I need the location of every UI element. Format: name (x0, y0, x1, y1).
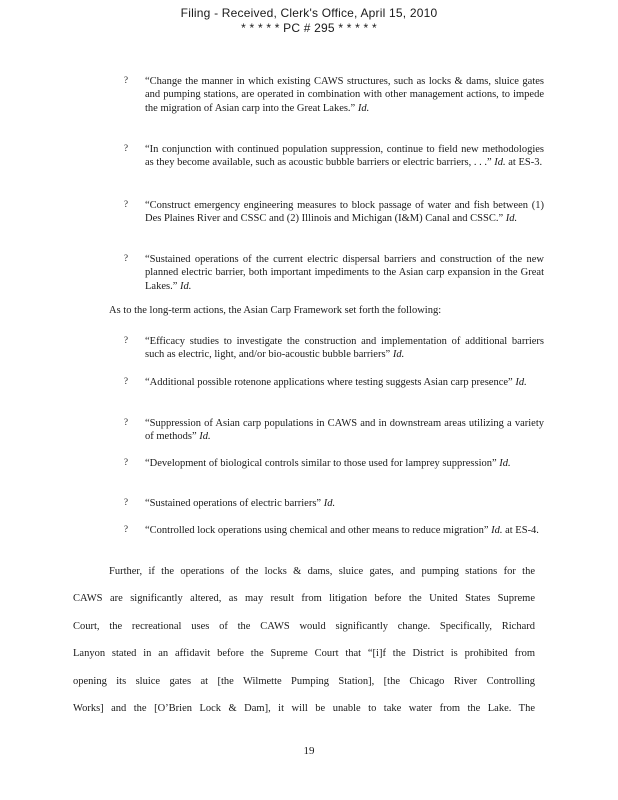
bullet-text: “Controlled lock operations using chemical and other means to reduce migration” (145, 525, 489, 536)
list-item (124, 497, 544, 510)
bullet-text: “Change the manner in which existing CAWS structures, such as locks & dams, sluice gates and pumping stations, are operated in combination with other management actions, to impede the migration of Asian carp into the Great Lakes.” (145, 76, 544, 114)
long-term-intro: As to the long-term actions, the Asian Carp Framework set forth the following: (109, 305, 442, 316)
bullet-text: “Development of biological controls similar to those used for lamprey suppression” (145, 458, 497, 469)
citation: Id. (392, 349, 405, 361)
filing-header-line-1: Filing - Received, Clerk's Office, April 15, 2010 (180, 6, 438, 20)
list-item (124, 417, 544, 444)
citation: Id. (491, 525, 503, 536)
bullet-marker: ? (124, 376, 128, 386)
bullet-marker: ? (124, 417, 128, 427)
bullet-marker: ? (124, 335, 128, 345)
bullet-text: “In conjunction with continued population suppression, continue to field new methodologies as they become available, such as acoustic bubble barriers or electric barriers, . . .” (145, 144, 544, 169)
list-item (124, 75, 544, 115)
paragraph-line: opening its sluice gates at [the Wilmette Pumping Station], [the Chicago River Controlling (73, 676, 535, 687)
bullet-marker: ? (124, 199, 128, 209)
page-number: 19 (303, 745, 315, 757)
bullet-marker: ? (124, 457, 128, 467)
citation: Id. (323, 498, 336, 509)
citation-page: at ES-3. (508, 157, 543, 169)
bullet-text: “Additional possible rotenone applications where testing suggests Asian carp presence” (145, 377, 513, 388)
list-item (124, 524, 544, 537)
bullet-marker: ? (124, 143, 128, 153)
list-item (124, 143, 544, 170)
bullet-marker: ? (124, 253, 128, 263)
bullet-text: “Sustained operations of electric barriers” (145, 498, 322, 509)
paragraph-line: Lanyon stated in an affidavit before the Supreme Court that “[i]f the District is prohibited from (73, 648, 535, 659)
list-item (124, 335, 544, 362)
bullet-text: “Efficacy studies to investigate the construction and implementation of additional barriers such as electric, light, and/or bio-acoustic bubble barriers” (145, 336, 544, 361)
bullet-text: “Construct emergency engineering measures to block passage of water and fish between (1) Des Plaines River and CSSC and (2) Illinois and Michigan (I&M) Canal and CSSC.” (145, 200, 544, 225)
bullet-marker: ? (124, 524, 128, 534)
citation-page: at ES-4. (505, 525, 539, 536)
citation: Id. (494, 157, 506, 169)
citation: Id. (199, 431, 211, 443)
bullet-marker: ? (124, 75, 128, 85)
paragraph-line: Court, the recreational uses of the CAWS would significantly change. Specifically, Richard (73, 621, 535, 632)
citation: Id. (505, 213, 518, 225)
bullet-text: “Sustained operations of the current electric dispersal barriers and construction of the new planned electric barrier, both important impediments to the Asian carp expansion in the Great Lakes.” (145, 254, 544, 292)
paragraph-line: Works] and the [O’Brien Lock & Dam], it will be unable to take water from the Lake. The (73, 703, 535, 714)
list-item (124, 457, 544, 470)
filing-header (0, 6, 618, 36)
paragraph-line: CAWS are significantly altered, as may result from litigation before the United States Supreme (73, 593, 535, 604)
list-item (124, 376, 544, 389)
list-item (124, 199, 544, 226)
list-item (124, 253, 544, 293)
citation: Id. (357, 102, 370, 114)
citation: Id. (499, 458, 511, 469)
bullet-marker: ? (124, 497, 128, 507)
citation: Id. (515, 377, 527, 388)
bullet-text: “Suppression of Asian carp populations in CAWS and in downstream areas utilizing a variety of methods” (145, 418, 544, 443)
filing-header-line-2: * * * * * PC # 295 * * * * * (241, 21, 377, 35)
citation: Id. (179, 280, 192, 292)
paragraph-line: Further, if the operations of the locks & dams, sluice gates, and pumping stations for the (109, 566, 535, 577)
